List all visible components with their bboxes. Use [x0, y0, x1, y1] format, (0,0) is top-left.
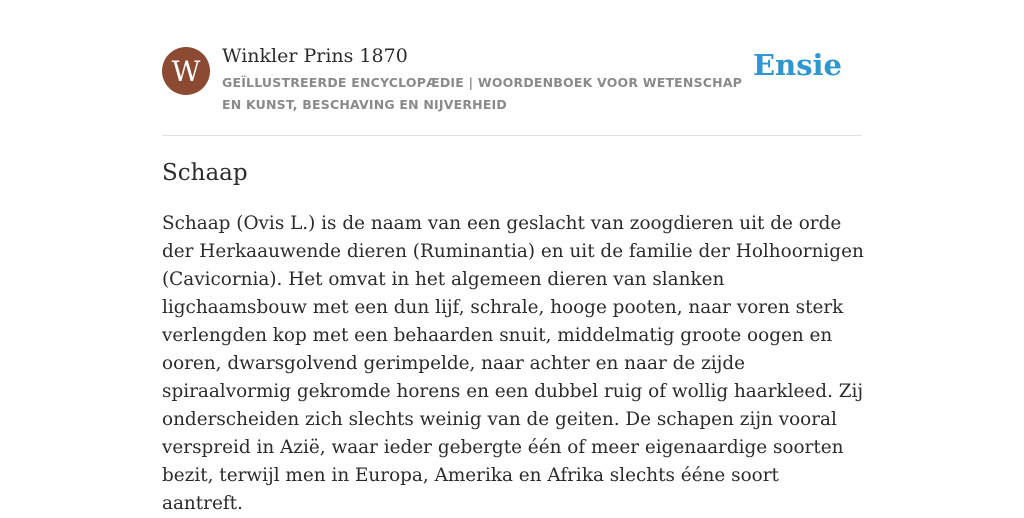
source-subtitle: GEÏLLUSTREERDE ENCYCLOPÆDIE | WOORDENBOEK VOOR WETENSCHAP EN KUNST, BESCHAVING EN NIJVERHEID [222, 75, 743, 112]
source-title[interactable]: Winkler Prins 1870 [222, 45, 408, 67]
ensie-logo[interactable]: Ensie [753, 48, 842, 82]
source-header [162, 0, 862, 136]
page-container [162, 0, 862, 518]
entry-title: Schaap [162, 160, 248, 186]
entry-body: Schaap (Ovis L.) is de naam van een geslacht van zoogdieren uit de orde der Herkaauwende dieren (Ruminantia) en uit de familie der Holhoornigen (Cavicornia). Het omvat in het algemeen dieren van slanken ligchaamsbouw met een dun lijf, schrale, hooge pooten, naar voren sterk verlengden kop met een behaarden snuit, middelmatig groote oogen en ooren, dwarsgolvend gerimpelde, naar achter en naar de zijde spiraalvormig gekromde horens en een dubbel ruig of wollig haarkleed. Zij onderscheiden zich slechts weinig van de geiten. De schapen zijn vooral verspreid in Azië, waar ieder gebergte één of meer eigenaardige soorten bezit, terwijl men in Europa, Amerika en Afrika slechts ééne soort aantreft. [162, 213, 864, 514]
source-avatar[interactable]: W [162, 47, 210, 95]
